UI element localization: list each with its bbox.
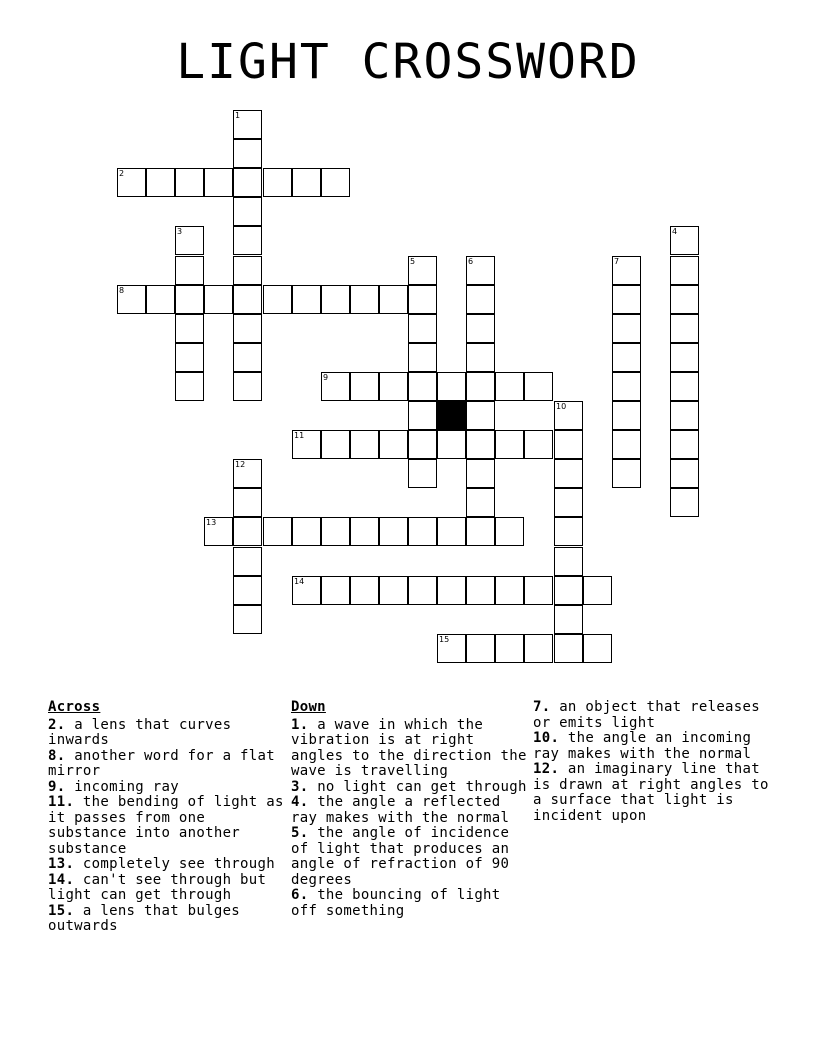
grid-cell[interactable] bbox=[408, 343, 437, 372]
grid-cell[interactable] bbox=[379, 517, 408, 546]
clue-item bbox=[48, 857, 284, 873]
clue-item bbox=[48, 873, 284, 904]
grid-cell[interactable] bbox=[321, 285, 350, 314]
clue-number: 3. bbox=[291, 778, 309, 795]
down-clue-list bbox=[291, 718, 527, 920]
clue-number: 4. bbox=[291, 794, 309, 810]
grid-cell[interactable] bbox=[233, 372, 262, 401]
grid-cell[interactable] bbox=[466, 430, 495, 459]
grid-cell[interactable] bbox=[233, 488, 262, 517]
clue-number: 12 bbox=[235, 460, 246, 469]
grid-cell[interactable] bbox=[554, 430, 583, 459]
grid-cell[interactable] bbox=[466, 343, 495, 372]
clue-text: incoming ray bbox=[65, 778, 179, 795]
grid-cell[interactable] bbox=[408, 576, 437, 605]
page-title: LIGHT CROSSWORD bbox=[176, 34, 640, 90]
grid-cell[interactable] bbox=[233, 459, 262, 488]
clue-number: 11. bbox=[48, 794, 75, 810]
clue-number: 13. bbox=[48, 856, 75, 872]
grid-cell[interactable] bbox=[408, 314, 437, 343]
grid-cell[interactable] bbox=[466, 372, 495, 401]
grid-cell[interactable] bbox=[321, 517, 350, 546]
grid-cell[interactable] bbox=[233, 343, 262, 372]
black-square bbox=[437, 401, 466, 430]
grid-cell[interactable] bbox=[292, 576, 321, 605]
clue-text: can't see through but light can get through bbox=[48, 871, 267, 903]
grid-cell[interactable] bbox=[554, 488, 583, 517]
grid-cell[interactable] bbox=[233, 605, 262, 634]
grid-cell[interactable] bbox=[466, 517, 495, 546]
grid-cell[interactable] bbox=[408, 285, 437, 314]
clue-number: 12. bbox=[533, 761, 560, 777]
grid-cell[interactable] bbox=[466, 634, 495, 663]
down-clue-list-continued bbox=[533, 700, 769, 824]
clue-number: 9. bbox=[48, 778, 66, 795]
down-clues-continued bbox=[533, 700, 769, 824]
clue-item bbox=[48, 904, 284, 935]
grid-cell[interactable] bbox=[175, 168, 204, 197]
grid-cell[interactable] bbox=[146, 168, 175, 197]
down-clues bbox=[291, 700, 527, 919]
clue-text: completely see through bbox=[74, 856, 275, 872]
grid-cell[interactable] bbox=[437, 430, 466, 459]
grid-cell[interactable] bbox=[670, 488, 699, 517]
grid-cell[interactable] bbox=[466, 459, 495, 488]
clue-number: 6 bbox=[468, 257, 474, 266]
grid-cell[interactable] bbox=[175, 256, 204, 285]
across-heading: Across bbox=[48, 699, 101, 715]
grid-cell[interactable] bbox=[670, 256, 699, 285]
grid-cell[interactable] bbox=[379, 285, 408, 314]
grid-cell[interactable] bbox=[437, 576, 466, 605]
grid-cell[interactable] bbox=[379, 576, 408, 605]
grid-cell[interactable] bbox=[146, 285, 175, 314]
clue-text: a lens that bulges outwards bbox=[48, 902, 241, 934]
grid-cell[interactable] bbox=[524, 430, 553, 459]
clue-text: no light can get through bbox=[308, 778, 527, 795]
grid-cell[interactable] bbox=[292, 285, 321, 314]
clue-number: 2. bbox=[48, 716, 66, 733]
grid-cell[interactable] bbox=[350, 517, 379, 546]
grid-cell[interactable] bbox=[466, 285, 495, 314]
grid-cell[interactable] bbox=[554, 459, 583, 488]
clue-item bbox=[291, 795, 527, 826]
clue-text: a wave in which the vibration is at right angles to the direction the wave is travelling bbox=[291, 716, 527, 779]
clue-number: 10 bbox=[556, 402, 567, 411]
grid-cell[interactable] bbox=[466, 488, 495, 517]
grid-cell[interactable] bbox=[292, 517, 321, 546]
grid-cell[interactable] bbox=[524, 634, 553, 663]
clue-number: 10. bbox=[533, 730, 560, 746]
grid-cell[interactable] bbox=[554, 401, 583, 430]
clue-item bbox=[291, 826, 527, 888]
grid-cell[interactable] bbox=[495, 430, 524, 459]
clue-item bbox=[48, 749, 284, 780]
grid-cell[interactable] bbox=[233, 517, 262, 546]
grid-cell[interactable] bbox=[350, 285, 379, 314]
grid-cell[interactable] bbox=[350, 372, 379, 401]
clue-text: an imaginary line that is drawn at right angles to a surface that light is incident upon bbox=[533, 761, 769, 824]
grid-cell[interactable] bbox=[408, 256, 437, 285]
clue-number: 1. bbox=[291, 716, 309, 733]
clue-number: 14 bbox=[294, 577, 305, 586]
clue-text: the bouncing of light off something bbox=[291, 887, 501, 919]
grid-cell[interactable] bbox=[495, 576, 524, 605]
grid-cell[interactable] bbox=[466, 401, 495, 430]
clue-text: the angle of incidence of light that produces an angle of refraction of 90 degrees bbox=[291, 825, 510, 888]
grid-cell[interactable] bbox=[554, 634, 583, 663]
clue-number: 14. bbox=[48, 871, 75, 888]
clue-text: the bending of light as it passes from one substance into another substance bbox=[48, 794, 284, 857]
grid-cell[interactable] bbox=[554, 576, 583, 605]
grid-cell[interactable] bbox=[670, 226, 699, 255]
grid-cell[interactable] bbox=[321, 576, 350, 605]
grid-cell[interactable] bbox=[670, 401, 699, 430]
grid-cell[interactable] bbox=[321, 168, 350, 197]
grid-cell[interactable] bbox=[292, 168, 321, 197]
grid-cell[interactable] bbox=[233, 256, 262, 285]
grid-cell[interactable] bbox=[437, 634, 466, 663]
clue-number: 4 bbox=[672, 227, 678, 236]
grid-cell[interactable] bbox=[612, 314, 641, 343]
grid-cell[interactable] bbox=[379, 372, 408, 401]
grid-cell[interactable] bbox=[612, 343, 641, 372]
clue-text: another word for a flat mirror bbox=[48, 747, 275, 779]
grid-cell[interactable] bbox=[495, 517, 524, 546]
clue-number: 5 bbox=[410, 257, 416, 266]
grid-cell[interactable] bbox=[263, 517, 292, 546]
grid-cell[interactable] bbox=[233, 226, 262, 255]
grid-cell[interactable] bbox=[524, 576, 553, 605]
grid-cell[interactable] bbox=[466, 576, 495, 605]
grid-cell[interactable] bbox=[175, 226, 204, 255]
clue-item bbox=[291, 780, 527, 796]
clue-number: 5. bbox=[291, 825, 309, 841]
clue-number: 3 bbox=[177, 227, 183, 236]
grid-cell[interactable] bbox=[175, 343, 204, 372]
grid-cell[interactable] bbox=[233, 285, 262, 314]
clue-number: 7. bbox=[533, 699, 551, 715]
clue-number: 8. bbox=[48, 747, 66, 764]
clue-number: 7 bbox=[614, 257, 620, 266]
grid-cell[interactable] bbox=[612, 285, 641, 314]
clue-number: 1 bbox=[235, 111, 241, 120]
grid-cell[interactable] bbox=[408, 459, 437, 488]
grid-cell[interactable] bbox=[350, 430, 379, 459]
clue-text: an object that releases or emits light bbox=[533, 699, 760, 731]
grid-cell[interactable] bbox=[233, 197, 262, 226]
clue-number: 11 bbox=[294, 431, 305, 440]
clue-item bbox=[48, 795, 284, 857]
grid-cell[interactable] bbox=[408, 372, 437, 401]
grid-cell[interactable] bbox=[554, 605, 583, 634]
grid-cell[interactable] bbox=[233, 314, 262, 343]
grid-cell[interactable] bbox=[524, 372, 553, 401]
grid-cell[interactable] bbox=[466, 256, 495, 285]
clue-item bbox=[533, 762, 769, 824]
grid-cell[interactable] bbox=[612, 459, 641, 488]
grid-cell[interactable] bbox=[612, 256, 641, 285]
grid-cell[interactable] bbox=[263, 168, 292, 197]
grid-cell[interactable] bbox=[437, 517, 466, 546]
clue-number: 8 bbox=[119, 286, 125, 295]
grid-cell[interactable] bbox=[204, 517, 233, 546]
clue-number: 6. bbox=[291, 887, 309, 903]
clue-number: 15 bbox=[439, 635, 450, 644]
grid-cell[interactable] bbox=[495, 372, 524, 401]
grid-cell[interactable] bbox=[466, 314, 495, 343]
grid-cell[interactable] bbox=[117, 168, 146, 197]
grid-cell[interactable] bbox=[204, 168, 233, 197]
clue-item bbox=[48, 780, 284, 796]
grid-cell[interactable] bbox=[379, 430, 408, 459]
grid-cell[interactable] bbox=[612, 372, 641, 401]
grid-cell[interactable] bbox=[408, 517, 437, 546]
clue-item bbox=[48, 718, 284, 749]
grid-cell[interactable] bbox=[670, 285, 699, 314]
grid-cell[interactable] bbox=[437, 372, 466, 401]
grid-cell[interactable] bbox=[554, 517, 583, 546]
grid-cell[interactable] bbox=[408, 430, 437, 459]
clue-text: the angle an incoming ray makes with the normal bbox=[533, 730, 752, 762]
grid-cell[interactable] bbox=[175, 372, 204, 401]
grid-cell[interactable] bbox=[233, 110, 262, 139]
grid-cell[interactable] bbox=[292, 430, 321, 459]
clue-number: 9 bbox=[323, 373, 329, 382]
grid-cell[interactable] bbox=[612, 401, 641, 430]
grid-cell[interactable] bbox=[263, 285, 292, 314]
grid-cell[interactable] bbox=[670, 343, 699, 372]
clue-number: 13 bbox=[206, 518, 217, 527]
grid-cell[interactable] bbox=[350, 576, 379, 605]
clue-text: the angle a reflected ray makes with the normal bbox=[291, 794, 510, 826]
grid-cell[interactable] bbox=[670, 430, 699, 459]
clue-item bbox=[291, 888, 527, 919]
clue-item bbox=[533, 731, 769, 762]
grid-cell[interactable] bbox=[233, 139, 262, 168]
clue-number: 15. bbox=[48, 902, 75, 919]
grid-cell[interactable] bbox=[175, 314, 204, 343]
grid-cell[interactable] bbox=[175, 285, 204, 314]
clue-text: a lens that curves inwards bbox=[48, 716, 232, 748]
grid-cell[interactable] bbox=[583, 576, 612, 605]
across-clues bbox=[48, 700, 284, 935]
grid-cell[interactable] bbox=[233, 576, 262, 605]
grid-cell[interactable] bbox=[495, 634, 524, 663]
grid-cell[interactable] bbox=[233, 547, 262, 576]
down-heading: Down bbox=[291, 699, 326, 715]
grid-cell[interactable] bbox=[233, 168, 262, 197]
grid-cell[interactable] bbox=[321, 372, 350, 401]
grid-cell[interactable] bbox=[670, 314, 699, 343]
grid-cell[interactable] bbox=[554, 547, 583, 576]
grid-cell[interactable] bbox=[321, 430, 350, 459]
grid-cell[interactable] bbox=[583, 634, 612, 663]
clue-item bbox=[291, 718, 527, 780]
grid-cell[interactable] bbox=[670, 372, 699, 401]
grid-cell[interactable] bbox=[612, 430, 641, 459]
clue-item bbox=[533, 700, 769, 731]
grid-cell[interactable] bbox=[670, 459, 699, 488]
grid-cell[interactable] bbox=[117, 285, 146, 314]
grid-cell[interactable] bbox=[204, 285, 233, 314]
grid-cell[interactable] bbox=[408, 401, 437, 430]
clue-number: 2 bbox=[119, 169, 125, 178]
across-clue-list bbox=[48, 718, 284, 935]
